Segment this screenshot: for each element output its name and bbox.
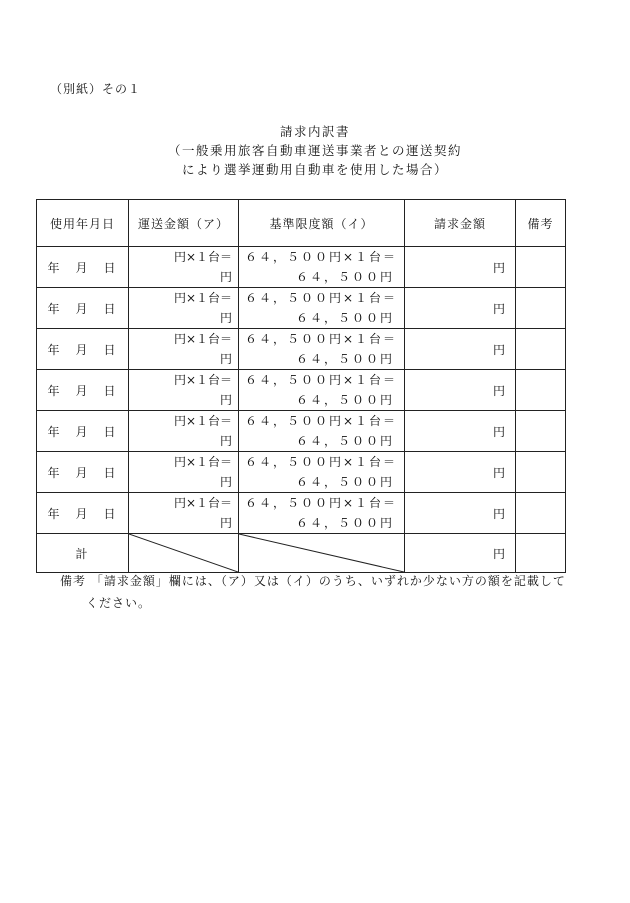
fare-formula: 円×１台＝ [173,455,232,469]
subtitle-line-2: により選挙運動用自動車を使用した場合） [181,162,448,177]
fare-formula: 円×１台＝ [173,414,232,428]
remarks-cell [516,452,566,493]
usage-date-cell: 年 月 日 [37,452,129,493]
usage-date-cell: 年 月 日 [37,288,129,329]
header-fare-amount: 運送金額（ア） [129,200,239,247]
remarks-cell [516,411,566,452]
standard-limit-cell [239,452,405,493]
header-remarks: 備考 [516,200,566,247]
total-remarks-cell [516,534,566,573]
header-usage-date: 使用年月日 [37,200,129,247]
fare-result: 円 [219,434,232,448]
limit-formula: ６４，５００円×１台＝ [245,414,398,428]
standard-limit-cell [239,370,405,411]
usage-date-cell: 年 月 日 [37,370,129,411]
request-amount-cell: 円 [405,288,516,329]
header-standard-limit: 基準限度額（イ） [239,200,405,247]
request-amount-cell: 円 [405,329,516,370]
fare-amount-cell [129,329,239,370]
table-row [37,247,566,288]
limit-result: ６４，５００円 [295,352,394,366]
table-row [37,452,566,493]
remarks-cell [516,247,566,288]
table-row [37,493,566,534]
limit-result: ６４，５００円 [295,434,394,448]
limit-result: ６４，５００円 [295,393,394,407]
fare-amount-cell [129,493,239,534]
limit-result: ６４，５００円 [295,311,394,325]
table-row [37,329,566,370]
header-request-amount: 請求金額 [405,200,516,247]
fare-formula: 円×１台＝ [173,291,232,305]
usage-date-cell: 年 月 日 [37,411,129,452]
table-row [37,370,566,411]
limit-result: ６４，５００円 [295,475,394,489]
standard-limit-cell [239,411,405,452]
request-amount-cell: 円 [405,493,516,534]
limit-result: ６４，５００円 [295,270,394,284]
diagonal-strike [239,534,404,572]
standard-limit-cell [239,247,405,288]
fare-result: 円 [219,393,232,407]
remarks-cell [516,288,566,329]
remarks-cell [516,329,566,370]
limit-formula: ６４，５００円×１台＝ [245,455,398,469]
fare-amount-cell [129,370,239,411]
standard-limit-cell [239,288,405,329]
request-amount-cell: 円 [405,411,516,452]
remarks-cell [516,493,566,534]
fare-formula: 円×１台＝ [173,496,232,510]
fare-formula: 円×１台＝ [173,250,232,264]
fare-amount-cell [129,247,239,288]
request-amount-cell: 円 [405,370,516,411]
fare-total-crossed-cell [129,534,239,573]
standard-limit-cell [239,493,405,534]
fare-amount-cell [129,288,239,329]
remarks-cell [516,370,566,411]
document-title: 請求内訳書 [279,124,350,139]
total-request-cell: 円 [405,534,516,573]
diagonal-strike [129,534,238,572]
fare-formula: 円×１台＝ [173,332,232,346]
footnote-line-1: 備考 「請求金額」欄には、（ア）又は（イ）のうち、いずれか少ない方の額を記載して [60,574,566,588]
invoice-breakdown-table [36,199,566,573]
table-row [37,288,566,329]
total-label-cell: 計 [37,534,129,573]
fare-amount-cell [129,411,239,452]
footnote-line-2: ください。 [86,596,152,610]
total-row [37,534,566,573]
fare-result: 円 [219,475,232,489]
usage-date-cell: 年 月 日 [37,493,129,534]
footnote [60,570,590,614]
fare-amount-cell [129,452,239,493]
limit-formula: ６４，５００円×１台＝ [245,373,398,387]
limit-formula: ６４，５００円×１台＝ [245,332,398,346]
standard-limit-cell [239,329,405,370]
limit-formula: ６４，５００円×１台＝ [245,250,398,264]
fare-formula: 円×１台＝ [173,373,232,387]
usage-date-cell: 年 月 日 [37,247,129,288]
fare-result: 円 [219,352,232,366]
attachment-label: （別紙）その１ [50,82,142,96]
fare-result: 円 [219,270,232,284]
limit-result: ６４，５００円 [295,516,394,530]
limit-total-crossed-cell [239,534,405,573]
request-amount-cell: 円 [405,452,516,493]
table-row [37,411,566,452]
limit-formula: ６４，５００円×１台＝ [245,291,398,305]
usage-date-cell: 年 月 日 [37,329,129,370]
fare-result: 円 [219,311,232,325]
table-header-row [37,200,566,247]
subtitle-line-1: （一般乗用旅客自動車運送事業者との運送契約 [167,143,462,158]
request-amount-cell: 円 [405,247,516,288]
fare-result: 円 [219,516,232,530]
limit-formula: ６４，５００円×１台＝ [245,496,398,510]
